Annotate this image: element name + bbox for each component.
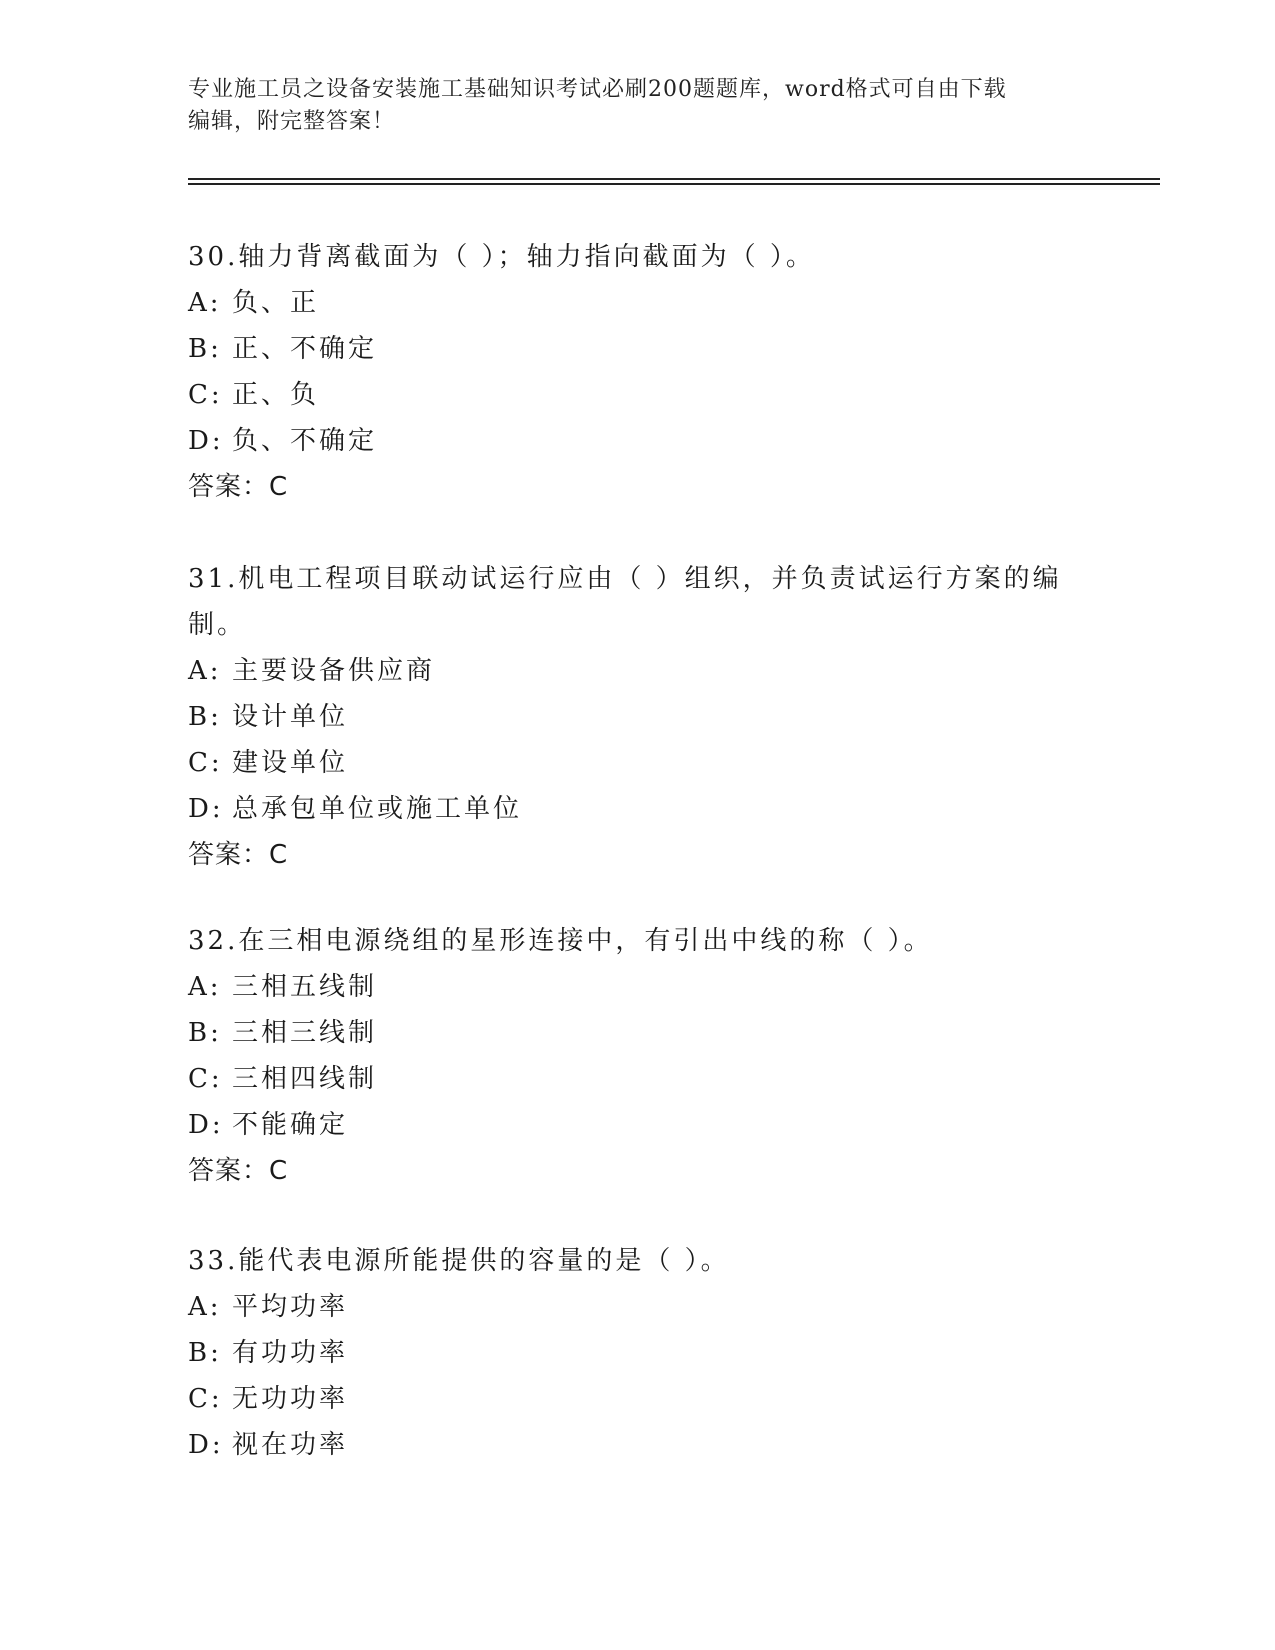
header-line-1: 专业施工员之设备安装施工基础知识考试必刷200题题库，word格式可自由下载 <box>188 77 1007 102</box>
option-d <box>188 786 1068 832</box>
option-c <box>188 372 1068 418</box>
option-key: A: <box>188 288 222 318</box>
question-32 <box>188 918 1068 1194</box>
option-text: 无功功率 <box>232 1384 349 1414</box>
answer: 答案：C <box>188 1156 289 1186</box>
option-key: B: <box>188 334 222 364</box>
option-b <box>188 326 1068 372</box>
option-text: 正、负 <box>232 380 320 410</box>
header-divider-bottom <box>188 183 1160 185</box>
option-c <box>188 740 1068 786</box>
option-a <box>188 964 1068 1010</box>
option-key: B: <box>188 1018 222 1048</box>
option-a <box>188 280 1068 326</box>
question-30 <box>188 234 1068 510</box>
option-d <box>188 418 1068 464</box>
option-text: 正、不确定 <box>232 334 378 364</box>
option-key: D: <box>188 1430 224 1460</box>
option-key: A: <box>188 1292 222 1322</box>
option-d <box>188 1102 1068 1148</box>
option-key: A: <box>188 656 222 686</box>
option-text: 不能确定 <box>232 1110 349 1140</box>
option-b <box>188 1330 1068 1376</box>
option-text: 负、正 <box>232 288 320 318</box>
option-d <box>188 1422 1068 1468</box>
option-key: B: <box>188 1338 222 1368</box>
option-key: B: <box>188 702 222 732</box>
header-divider-top <box>188 178 1160 180</box>
option-a <box>188 1284 1068 1330</box>
option-key: D: <box>188 1110 224 1140</box>
option-text: 三相三线制 <box>232 1018 378 1048</box>
option-key: D: <box>188 426 224 456</box>
option-key: C: <box>188 380 223 410</box>
option-a <box>188 648 1068 694</box>
question-stem: 30.轴力背离截面为（ ）；轴力指向截面为（ ）。 <box>188 242 815 272</box>
answer: 答案：C <box>188 472 289 502</box>
option-text: 视在功率 <box>232 1430 349 1460</box>
document-header <box>188 74 1068 138</box>
option-key: C: <box>188 1064 223 1094</box>
option-text: 三相四线制 <box>232 1064 378 1094</box>
option-text: 建设单位 <box>232 748 349 778</box>
question-stem: 31.机电工程项目联动试运行应由（ ）组织，并负责试运行方案的编制。 <box>188 564 1062 640</box>
option-text: 有功功率 <box>232 1338 349 1368</box>
option-c <box>188 1376 1068 1422</box>
question-33 <box>188 1238 1068 1468</box>
option-text: 三相五线制 <box>232 972 378 1002</box>
option-text: 平均功率 <box>232 1292 349 1322</box>
option-text: 总承包单位或施工单位 <box>232 794 523 824</box>
option-text: 负、不确定 <box>232 426 378 456</box>
option-key: C: <box>188 748 223 778</box>
option-b <box>188 1010 1068 1056</box>
question-31 <box>188 556 1068 878</box>
option-c <box>188 1056 1068 1102</box>
header-line-2: 编辑，附完整答案！ <box>188 109 396 134</box>
question-stem: 32.在三相电源绕组的星形连接中，有引出中线的称（ ）。 <box>188 926 933 956</box>
question-stem: 33.能代表电源所能提供的容量的是（ ）。 <box>188 1246 730 1276</box>
answer: 答案：C <box>188 840 289 870</box>
option-text: 设计单位 <box>232 702 349 732</box>
option-b <box>188 694 1068 740</box>
option-key: D: <box>188 794 224 824</box>
option-key: A: <box>188 972 222 1002</box>
option-text: 主要设备供应商 <box>232 656 436 686</box>
option-key: C: <box>188 1384 223 1414</box>
